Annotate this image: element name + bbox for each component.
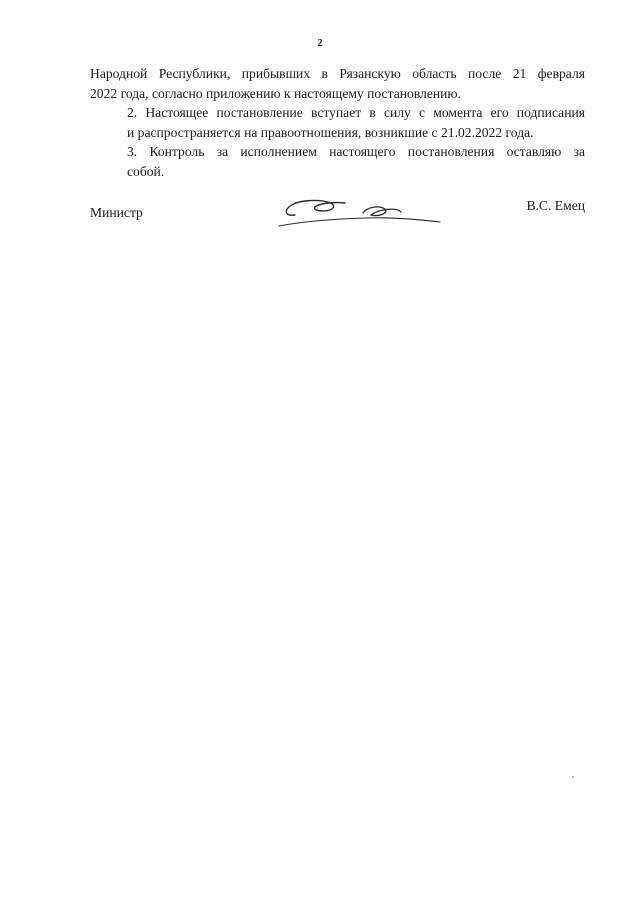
text-line: 2. Настоящее постановление вступает в силу с момента его подписания — [127, 105, 585, 120]
paragraph-2 — [90, 103, 585, 142]
handwritten-signature — [275, 195, 445, 233]
text-line: 3. Контроль за исполнением настоящего постановления оставляю за — [127, 144, 585, 159]
text-line: собой. — [127, 163, 165, 179]
text-line: Народной Республики, прибывших в Рязанскую область после 21 февраля — [90, 66, 585, 81]
paragraph-continuation — [90, 64, 585, 103]
scan-speck — [572, 776, 574, 778]
text-line: 2022 года, согласно приложению к настоящему постановлению. — [90, 85, 461, 101]
text-line: и распространяется на правоотношения, возникшие с 21.02.2022 года. — [127, 124, 534, 140]
signature-block — [90, 195, 585, 235]
page-number: 2 — [317, 37, 323, 49]
paragraph-3 — [90, 142, 585, 181]
document-body — [90, 64, 585, 181]
signatory-position: Министр — [90, 205, 143, 220]
signatory-name: В.С. Емец — [526, 198, 585, 213]
